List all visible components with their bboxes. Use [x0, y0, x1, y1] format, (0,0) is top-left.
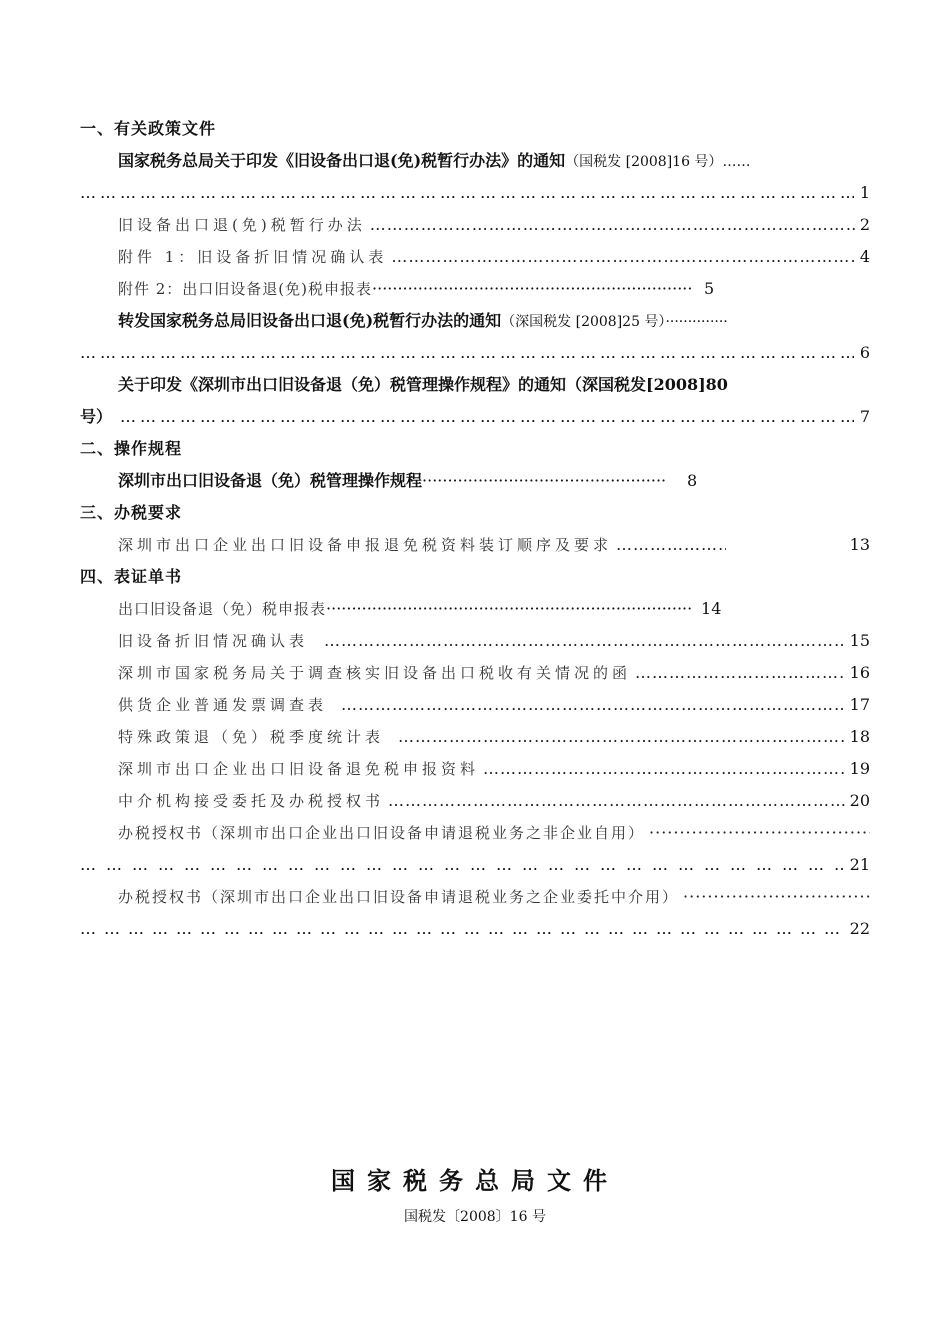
toc-entry-9[interactable] — [118, 598, 721, 620]
leader-dots — [388, 790, 846, 812]
toc-page-number: 7 — [859, 407, 870, 426]
leader-dots: ·············· — [665, 314, 728, 330]
toc-entry-16-line1[interactable] — [118, 822, 870, 844]
toc-entry-title: 办税授权书（深圳市出口企业出口旧设备申请退税业务之企业委托中介用） — [118, 888, 680, 906]
document-number: 国税发〔2008〕16 号 — [404, 1209, 546, 1225]
toc-entry-2[interactable] — [118, 214, 870, 236]
toc-entry-note: （深国税发 [2008]25 号） — [501, 314, 666, 330]
toc-page-number: 13 — [849, 535, 870, 554]
toc-entry-6-line2 — [80, 406, 870, 428]
toc-entry-title: 办税授权书（深圳市出口企业出口旧设备申请退税业务之非企业自用） — [118, 824, 646, 842]
toc-page-number: 2 — [859, 215, 870, 234]
toc-entry-11[interactable] — [118, 662, 870, 684]
toc-entry-5-line1[interactable] — [118, 310, 728, 333]
toc-entry-17-line1[interactable] — [118, 886, 870, 908]
toc-page-number: 1 — [859, 183, 870, 202]
toc-entry-title: 特殊政策退（免）税季度统计表 — [118, 728, 385, 746]
toc-entry-title: 深圳市出口企业出口旧设备申报退免税资料装订顺序及要求 — [118, 536, 613, 554]
toc-entry-note: （国税发 [2008]16 号） — [565, 154, 723, 170]
toc-entry-title: 中介机构接受委托及办税授权书 — [118, 792, 385, 810]
leader-dots — [616, 534, 726, 556]
toc-entry-17-line2 — [80, 918, 870, 940]
toc-page-number: 8 — [687, 471, 698, 490]
toc-page-number: 22 — [849, 919, 870, 938]
toc-page-number: 14 — [701, 599, 722, 618]
toc-page-number: 15 — [849, 631, 870, 650]
toc-entry-13[interactable] — [118, 726, 870, 748]
leader-dots — [372, 278, 692, 300]
toc-entry-title: 旧设备出口退(免)税暂行办法 — [118, 216, 366, 234]
leader-dots — [483, 758, 846, 780]
toc-page-number: 16 — [849, 663, 870, 682]
leader-dots — [635, 662, 846, 684]
toc-entry-5-line2 — [80, 342, 870, 364]
leader-dots — [80, 854, 844, 876]
toc-entry-7[interactable] — [118, 470, 697, 492]
leader-dots — [422, 470, 667, 492]
toc-entry-title: 关于印发《深圳市出口旧设备退（免）税管理操作规程》的通知（深国税发[2008]80 — [118, 375, 728, 394]
toc-entry-title: 出口旧设备退（免）税申报表 — [118, 600, 327, 618]
leader-dots — [391, 246, 855, 268]
toc-entry-title: 深圳市国家税务局关于调查核实旧设备出口税收有关情况的函 — [118, 664, 632, 682]
leader-dots — [80, 182, 854, 204]
leader-dots — [649, 822, 870, 844]
toc-entry-6-line1[interactable] — [118, 374, 728, 396]
toc-entry-title: 供货企业普通发票调查表 — [118, 696, 328, 714]
toc-entry-4[interactable] — [118, 278, 714, 300]
toc-entry-10[interactable] — [118, 630, 870, 652]
section-heading-policy: 一、有关政策文件 — [80, 119, 217, 138]
toc-entry-title: 深圳市出口企业出口旧设备退免税申报资料 — [118, 760, 480, 778]
toc-page-number: 18 — [849, 727, 870, 746]
toc-entry-1-line1[interactable] — [118, 150, 750, 173]
toc-page-number: 20 — [849, 791, 870, 810]
leader-dots — [326, 598, 691, 620]
leader-dots — [370, 214, 856, 236]
toc-entry-title: 附件 1：旧设备折旧情况确认表 — [118, 248, 388, 266]
toc-entry-title: 深圳市出口旧设备退（免）税管理操作规程 — [118, 471, 423, 490]
section-heading-requirements: 三、办税要求 — [80, 503, 183, 522]
toc-entry-title: 转发国家税务总局旧设备出口退(免)税暂行办法的通知 — [118, 311, 502, 330]
leader-dots — [341, 694, 846, 716]
toc-page-number: 17 — [849, 695, 870, 714]
leader-dots — [80, 918, 844, 940]
toc-page-number: 21 — [849, 855, 870, 874]
section-heading-procedures: 二、操作规程 — [80, 439, 183, 458]
leader-dots — [120, 406, 854, 428]
leader-dots — [398, 726, 846, 748]
toc-entry-title: 附件 2：出口旧设备退(免)税申报表 — [118, 280, 373, 298]
toc-entry-8[interactable] — [118, 534, 870, 556]
toc-page-number: 4 — [859, 247, 870, 266]
leader-dots — [324, 630, 846, 652]
toc-page-number: 6 — [859, 343, 870, 362]
document-title: 国家税务总局文件 — [331, 1167, 619, 1195]
toc-entry-14[interactable] — [118, 758, 870, 780]
leader-dots — [80, 342, 854, 364]
toc-entry-1-line2 — [80, 182, 870, 204]
toc-page-number: 19 — [849, 759, 870, 778]
toc-entry-title: 旧设备折旧情况确认表 — [118, 632, 309, 650]
leader-dots: …… — [722, 154, 751, 170]
toc-page-number: 5 — [704, 279, 715, 298]
section-heading-forms: 四、表证单书 — [80, 567, 183, 586]
toc-entry-title-cont: 号） — [80, 407, 113, 426]
toc-entry-12[interactable] — [118, 694, 870, 716]
toc-entry-title: 国家税务总局关于印发《旧设备出口退(免)税暂行办法》的通知 — [118, 151, 566, 170]
toc-entry-15[interactable] — [118, 790, 870, 812]
leader-dots — [683, 886, 870, 908]
toc-entry-16-line2 — [80, 854, 870, 876]
toc-entry-3[interactable] — [118, 246, 870, 268]
